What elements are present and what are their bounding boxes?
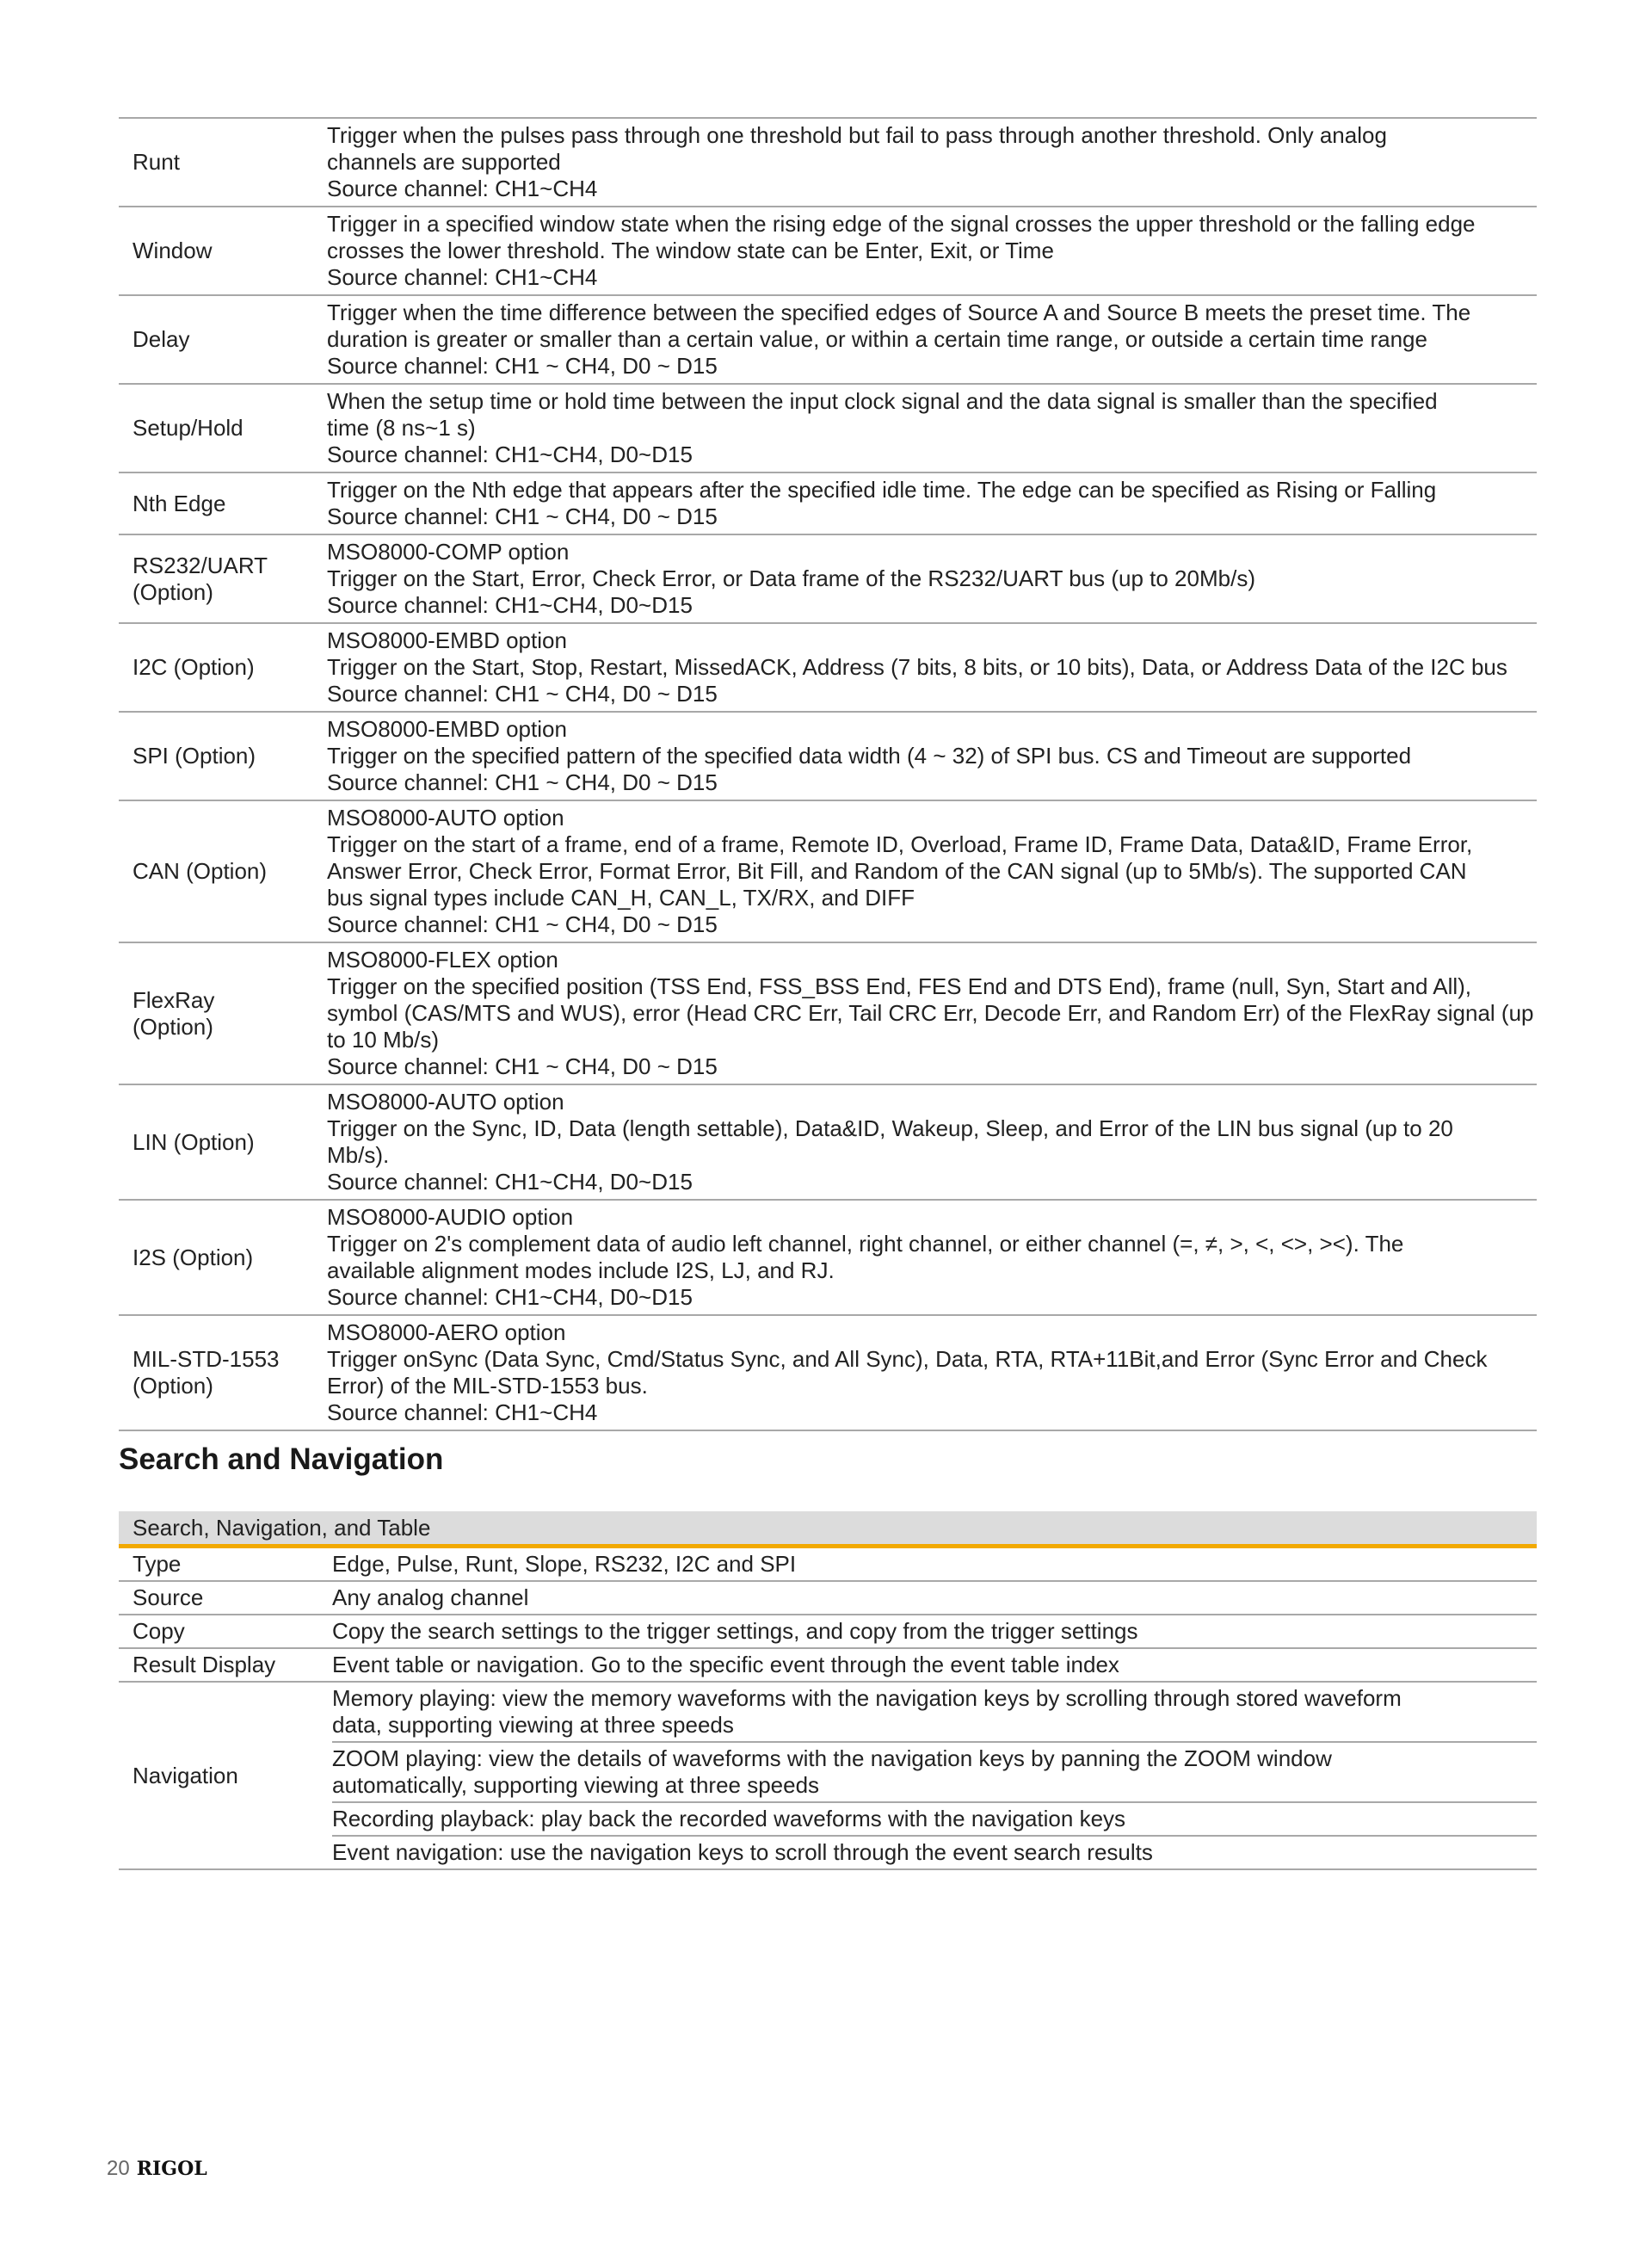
search-navigation-table (119, 1511, 1537, 1870)
trigger-type-name-line: FlexRay (133, 986, 215, 1013)
navigation-item (332, 1683, 1537, 1743)
trigger-types-body (119, 118, 1537, 1430)
description-line: Source channel: CH1~CH4, D0~D15 (327, 1169, 693, 1195)
trigger-type-description (327, 1084, 1537, 1200)
trigger-type-description (327, 384, 1537, 472)
search-row (119, 1582, 1537, 1615)
description-line: symbol (CAS/MTS and WUS), error (Head CRC Err, Tail CRC Err, Decode Err, and Random Err) of the FlexRay signal (up (327, 1000, 1534, 1026)
trigger-type-name: Runt (119, 118, 327, 207)
navigation-item (332, 1803, 1537, 1837)
description-line: available alignment modes include I2S, LJ, and RJ. (327, 1257, 835, 1283)
description-line: Source channel: CH1~CH4, D0~D15 (327, 442, 693, 467)
trigger-type-name: Window (119, 207, 327, 295)
trigger-type-name-line: MIL-STD-1553 (133, 1346, 280, 1372)
description-line: bus signal types include CAN_H, CAN_L, TX/RX, and DIFF (327, 885, 915, 911)
description-line: Trigger in a specified window state when the rising edge of the signal crosses the upper threshold or the falling edge (327, 211, 1476, 237)
trigger-type-name-line: RS232/UART (133, 552, 268, 578)
description-line: Source channel: CH1~CH4, D0~D15 (327, 592, 693, 618)
description-line: Trigger on the Nth edge that appears after the specified idle time. The edge can be specified as Rising or Falling (327, 477, 1437, 503)
description-line: When the setup time or hold time between the input clock signal and the data signal is smaller than the specified (327, 388, 1438, 414)
search-row (119, 1548, 1537, 1582)
trigger-row (119, 942, 1537, 1084)
search-row-label: Copy (133, 1618, 185, 1644)
trigger-type-name-line: (Option) (133, 578, 213, 605)
trigger-type-name-line: (Option) (133, 1373, 213, 1399)
description-line: Answer Error, Check Error, Format Error, Bit Fill, and Random of the CAN signal (up to 5Mb/s). The supported CAN (327, 858, 1467, 884)
navigation-item-line: automatically, supporting viewing at three speeds (332, 1772, 820, 1798)
description-line: Source channel: CH1 ~ CH4, D0 ~ D15 (327, 353, 718, 379)
search-row-label: Result Display (133, 1652, 276, 1677)
search-table-rows (119, 1548, 1537, 1683)
trigger-type-description (327, 623, 1537, 712)
trigger-row (119, 712, 1537, 800)
trigger-type-description (327, 472, 1537, 534)
navigation-item-line: data, supporting viewing at three speeds (332, 1712, 734, 1738)
search-row-value: Edge, Pulse, Runt, Slope, RS232, I2C and SPI (332, 1551, 797, 1577)
description-line: Source channel: CH1 ~ CH4, D0 ~ D15 (327, 911, 718, 937)
trigger-type-name: CAN (Option) (119, 800, 327, 942)
page-number: 20 (107, 2157, 130, 2180)
search-row-value: Event table or navigation. Go to the specific event through the event table index (332, 1652, 1119, 1677)
trigger-type-description (327, 207, 1537, 295)
description-line: Trigger when the time difference between the specified edges of Source A and Source B meets the preset time. The (327, 300, 1471, 325)
section-heading: Search and Navigation (119, 1442, 444, 1476)
search-table-header: Search, Navigation, and Table (119, 1511, 1537, 1548)
navigation-item-line: Memory playing: view the memory waveforms with the navigation keys by scrolling through stored waveform (332, 1685, 1402, 1711)
description-line: MSO8000-AUDIO option (327, 1204, 574, 1230)
trigger-type-description (327, 118, 1537, 207)
trigger-type-name (119, 534, 327, 623)
description-line: duration is greater or smaller than a certain value, or within a certain time range, or outside a certain time range (327, 326, 1427, 352)
search-row-label: Source (133, 1584, 204, 1610)
trigger-row (119, 800, 1537, 942)
description-line: MSO8000-FLEX option (327, 947, 558, 973)
description-line: MSO8000-AUTO option (327, 1089, 564, 1115)
description-line: Mb/s). (327, 1142, 390, 1168)
navigation-item-line: ZOOM playing: view the details of waveforms with the navigation keys by panning the ZOOM window (332, 1745, 1332, 1771)
trigger-type-description (327, 1200, 1537, 1315)
trigger-row (119, 472, 1537, 534)
navigation-row (119, 1683, 1537, 1870)
trigger-row (119, 295, 1537, 384)
trigger-type-name (119, 1315, 327, 1430)
description-line: MSO8000-COMP option (327, 539, 570, 565)
trigger-types-table (119, 117, 1537, 1431)
description-line: Source channel: CH1~CH4 (327, 264, 598, 290)
search-row-value: Copy the search settings to the trigger settings, and copy from the trigger settings (332, 1618, 1138, 1644)
search-row-value: Any analog channel (332, 1584, 529, 1610)
description-line: Trigger on the Start, Stop, Restart, MissedACK, Address (7 bits, 8 bits, or 10 bits), Data, or Address Data of the I2C bus (327, 654, 1507, 680)
trigger-type-name: Setup/Hold (119, 384, 327, 472)
description-line: Trigger on the Start, Error, Check Error, or Data frame of the RS232/UART bus (up to 20Mb/s) (327, 565, 1255, 591)
brand-logo: RIGOL (136, 2158, 207, 2180)
description-line: Error) of the MIL-STD-1553 bus. (327, 1373, 648, 1399)
trigger-type-description (327, 800, 1537, 942)
description-line: to 10 Mb/s) (327, 1027, 440, 1053)
description-line: MSO8000-AERO option (327, 1319, 566, 1345)
trigger-type-name: I2C (Option) (119, 623, 327, 712)
description-line: Source channel: CH1~CH4 (327, 1399, 598, 1425)
description-line: Source channel: CH1 ~ CH4, D0 ~ D15 (327, 503, 718, 529)
navigation-item-line: Event navigation: use the navigation keys to scroll through the event search results (332, 1839, 1153, 1865)
navigation-items (332, 1683, 1537, 1868)
description-line: Source channel: CH1~CH4, D0~D15 (327, 1284, 693, 1310)
trigger-type-name (119, 942, 327, 1084)
description-line: time (8 ns~1 s) (327, 415, 476, 441)
description-line: MSO8000-AUTO option (327, 805, 564, 831)
trigger-row (119, 534, 1537, 623)
description-line: Source channel: CH1 ~ CH4, D0 ~ D15 (327, 681, 718, 707)
trigger-type-name: I2S (Option) (119, 1200, 327, 1315)
description-line: Trigger on the specified pattern of the specified data width (4 ~ 32) of SPI bus. CS and Timeout are supported (327, 743, 1412, 769)
description-line: Source channel: CH1 ~ CH4, D0 ~ D15 (327, 1053, 718, 1079)
search-row-label: Type (133, 1551, 182, 1577)
navigation-item-line: Recording playback: play back the recorded waveforms with the navigation keys (332, 1806, 1126, 1831)
trigger-type-description (327, 295, 1537, 384)
trigger-row (119, 118, 1537, 207)
trigger-row (119, 1084, 1537, 1200)
trigger-type-name: Nth Edge (119, 472, 327, 534)
description-line: Trigger when the pulses pass through one threshold but fail to pass through another threshold. Only analog (327, 122, 1387, 148)
trigger-row (119, 384, 1537, 472)
navigation-item (332, 1743, 1537, 1803)
trigger-row (119, 1200, 1537, 1315)
description-line: Trigger on 2's complement data of audio left channel, right channel, or either channel (=, ≠, >, <, <>, ><). The (327, 1231, 1404, 1257)
description-line: Trigger on the specified position (TSS End, FSS_BSS End, FES End and DTS End), frame (null, Syn, Start and All), (327, 973, 1471, 999)
description-line: MSO8000-EMBD option (327, 716, 567, 742)
page-footer (107, 2157, 207, 2181)
trigger-type-name: LIN (Option) (119, 1084, 327, 1200)
trigger-type-name: Delay (119, 295, 327, 384)
trigger-type-name: SPI (Option) (119, 712, 327, 800)
navigation-item (332, 1837, 1537, 1868)
description-line: Trigger on the start of a frame, end of a frame, Remote ID, Overload, Frame ID, Frame Data, Data&ID, Frame Error, (327, 831, 1473, 857)
search-row (119, 1649, 1537, 1683)
description-line: Source channel: CH1~CH4 (327, 176, 598, 201)
description-line: Trigger on the Sync, ID, Data (length settable), Data&ID, Wakeup, Sleep, and Error of the LIN bus signal (up to 20 (327, 1115, 1453, 1141)
trigger-row (119, 623, 1537, 712)
trigger-type-description (327, 712, 1537, 800)
description-line: Source channel: CH1 ~ CH4, D0 ~ D15 (327, 769, 718, 795)
trigger-type-description (327, 942, 1537, 1084)
trigger-type-description (327, 1315, 1537, 1430)
trigger-row (119, 207, 1537, 295)
description-line: channels are supported (327, 149, 561, 175)
description-line: crosses the lower threshold. The window state can be Enter, Exit, or Time (327, 238, 1054, 263)
search-row (119, 1615, 1537, 1649)
trigger-type-description (327, 534, 1537, 623)
navigation-label: Navigation (133, 1762, 238, 1788)
trigger-type-name-line: (Option) (133, 1013, 213, 1040)
description-line: MSO8000-EMBD option (327, 627, 567, 653)
description-line: Trigger onSync (Data Sync, Cmd/Status Sync, and All Sync), Data, RTA, RTA+11Bit,and Error (Sync Error and Check (327, 1346, 1488, 1372)
trigger-row (119, 1315, 1537, 1430)
